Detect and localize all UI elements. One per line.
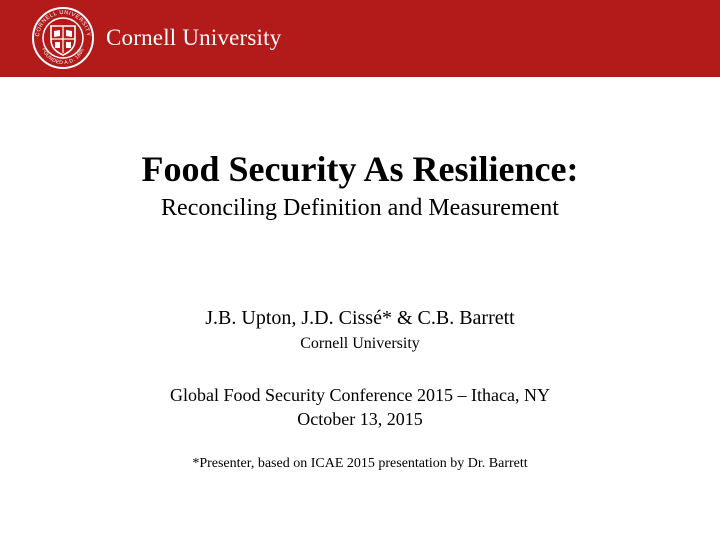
affiliation: Cornell University: [300, 335, 420, 352]
authors: J.B. Upton, J.D. Cissé* & C.B. Barrett: [205, 307, 515, 329]
slide-title: Food Security As Resilience:: [141, 149, 579, 189]
svg-text:CORNELL UNIVERSITY: CORNELL UNIVERSITY: [34, 9, 92, 38]
conference-line: Global Food Security Conference 2015 – Ithaca, NY: [170, 385, 550, 405]
cornell-university-wordmark: Cornell University: [106, 25, 282, 50]
svg-text:FOUNDED A.D. 1865: FOUNDED A.D. 1865: [40, 47, 86, 67]
cornell-seal-icon: [31, 6, 95, 70]
header-bar: [0, 0, 720, 77]
presenter-footnote: *Presenter, based on ICAE 2015 presentation by Dr. Barrett: [192, 456, 528, 471]
slide-subtitle: Reconciling Definition and Measurement: [161, 195, 559, 221]
conference-date: October 13, 2015: [297, 409, 423, 429]
